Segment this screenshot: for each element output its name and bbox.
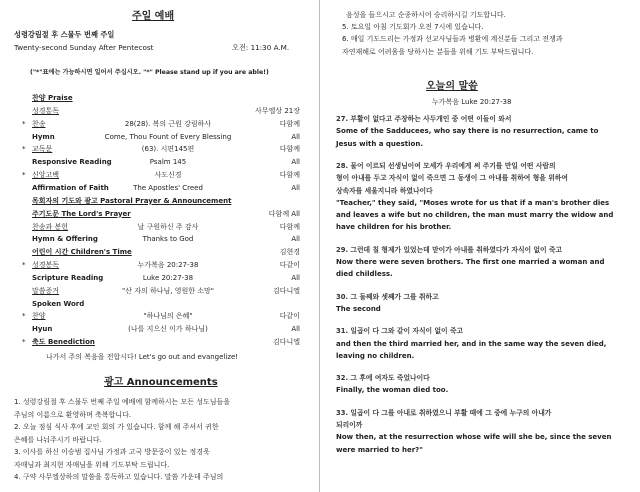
verse-english: Finally, the woman died too. [336, 386, 449, 395]
verse-english: and leaves a wife but no children, the man must marry the widow and [336, 211, 614, 220]
order-item-label: 찬송 [32, 119, 46, 128]
order-item-leader: All [291, 132, 300, 141]
verse-english: were married to her?" [336, 445, 423, 454]
order-item-label: Hyun [32, 325, 53, 334]
verse-korean: 30. 그 둘째와 셋째가 그를 취하고 [336, 292, 439, 301]
verse-english: Now then, at the resurrection whose wife will she be, since the seven [336, 433, 612, 442]
announcement-line: 4. 구약 사무엘상하의 말씀을 통독하고 있습니다. 말씀 가운데 주님의 [14, 473, 224, 481]
order-item-leader: 다같이 [279, 261, 300, 270]
order-star: * [22, 338, 26, 347]
order-star: * [22, 171, 26, 180]
order-item-label: 찬송과 봉헌 [32, 222, 69, 231]
worship-title: 주일 예배 [132, 11, 175, 22]
announcement-line: 3. 이사를 하신 이승범 집사님 가정과 고국 방문중이 있는 정경욱 [14, 448, 210, 456]
order-item-leader: 사무엘상 21장 [255, 106, 300, 115]
verse-korean: 28. 물어 이르되 선생님이여 모세가 우리에게 써 주기를 만일 어떤 사람의 [336, 161, 556, 170]
order-item-leader: All [291, 235, 300, 244]
announcement-line: 주님의 이름으로 환영하며 축복합니다. [14, 410, 132, 419]
order-item-detail: (63). 시편145편 [141, 145, 195, 154]
verse-korean: 27. 부활이 없다고 주장하는 사두개인 중 어떤 이들이 와서 [336, 115, 512, 123]
order-item-leader: All [291, 325, 300, 334]
order-item-detail: 28(28). 복의 근원 강림하사 [124, 119, 212, 128]
order-item-detail: 누가복음 20:27-38 [137, 261, 199, 270]
order-star: * [22, 145, 26, 154]
verse-korean: 형이 아내를 두고 자식이 없이 죽으면 그 동생이 그 아내를 취하여 형을 위하여 [336, 174, 568, 183]
scripture-reference: 누가복음 Luke 20:27-38 [432, 98, 512, 106]
order-item-leader: All [291, 273, 300, 282]
order-item-label: 찬양 Praise [32, 94, 73, 102]
verse-korean: 33. 일곱이 다 그를 아내로 취하였으니 부활 때에 그 중에 누구의 아내가 [336, 408, 552, 417]
verse-english: Some of the Sadducees, who say there is no resurrection, came to [336, 127, 599, 136]
verse-english: "Teacher," they said, "Moses wrote for us that if a man's brother dies [336, 198, 610, 207]
announcement-line: 은혜를 나눠주시기 바랍니다. [14, 435, 102, 444]
order-item-label: 말씀증거 [32, 286, 60, 295]
order-item-label: 교독문 [32, 145, 53, 154]
verse-korean: 되리이까 [336, 421, 363, 429]
service-time: 오전: 11:30 A.M. [232, 43, 290, 52]
order-item-label: 목회자의 기도와 광고 Pastoral Prayer & Announcement [32, 196, 232, 205]
order-item-label: Scripture Reading [32, 273, 104, 282]
verse-english: and then the third married her, and in the same way the seven died, [336, 339, 607, 348]
todays-word-title: 오늘의 말씀 [426, 81, 478, 92]
order-item-leader: 다함께 [279, 171, 300, 180]
order-item-leader: 다함께 [279, 222, 300, 231]
verse-korean: 32. 그 후에 여자도 죽었나이다 [336, 374, 430, 383]
order-item-label: 주기도문 The Lord's Prayer [32, 209, 131, 218]
order-item-label: 축도 Benediction [32, 338, 95, 347]
order-item-detail: 날 구원하신 주 감사 [137, 222, 199, 231]
order-item-leader: 김다니엘 [272, 286, 300, 295]
verse-english: Jesus with a question. [336, 139, 424, 148]
order-item-label: Affirmation of Faith [32, 183, 109, 192]
order-item-leader: 김현경 [279, 248, 300, 257]
closing-line: 나가서 주의 복음을 전합시다! Let's go out and evangelize! [46, 353, 239, 361]
standing-notice: ("*"표에는 가능하시면 일어서 주십시오. "*" Please stand up if you are able!) [30, 69, 269, 76]
order-item-detail: Psalm 145 [149, 158, 187, 167]
announcements-title: 광고 Announcements [104, 377, 218, 388]
verse-english: Now there were seven brothers. The first one married a woman and [336, 258, 605, 266]
announcement-line: 자매님과 최지현 자매님을 위해 기도부탁 드립니다. [14, 460, 170, 469]
column-divider [319, 0, 320, 492]
order-item-leader: 김다니엘 [272, 338, 300, 347]
order-item-leader: All [291, 158, 300, 167]
order-item-label: 신앙고백 [32, 171, 60, 180]
order-item-label: 성경통독 [32, 106, 60, 115]
order-item-label: Responsive Reading [32, 158, 112, 167]
announcement-line: 자연재해로 어려움을 당하시는 분들을 위해 기도 부탁드립니다. [342, 47, 534, 56]
verse-korean: 29. 그런데 칠 형제가 있었는데 맏이가 아내를 취하였다가 자식이 없이 죽고 [336, 245, 563, 254]
order-item-detail: The Apostles' Creed [133, 183, 203, 192]
subtitle-korean: 성령강림절 후 스물두 번째 주일 [14, 30, 115, 39]
verse-english: The second [336, 304, 381, 313]
order-item-detail: Come, Thou Fount of Every Blessing [104, 132, 232, 141]
announcement-line: 6. 매일 기도드리는 가정과 선교사님들과 병환에 계신분들 그리고 전쟁과 [342, 35, 563, 44]
announcement-line: 5. 토요일 아침 기도회가 오전 7시에 있습니다. [342, 23, 484, 32]
order-item-leader: 다함께 [279, 119, 300, 128]
order-item-label: Spoken Word [32, 299, 85, 308]
order-item-detail: "하나님의 은혜" [143, 312, 193, 321]
order-item-detail: Luke 20:27-38 [142, 273, 194, 282]
announcement-line: 2. 오늘 점심 식사 후에 교인 회의 가 있습니다. 함께 해 주셔서 귀한 [14, 423, 219, 431]
verse-english: leaving no children. [336, 351, 415, 360]
order-item-label: Hymn [32, 132, 55, 141]
order-item-label: 찬양 [32, 312, 46, 321]
order-item-detail: "산 자의 하나님, 영원한 소망" [122, 286, 214, 295]
announcement-line: 음성을 들으시고 순종하시어 승리하시길 기도합니다. [346, 11, 506, 19]
order-star: * [22, 119, 26, 128]
order-star: * [22, 261, 26, 270]
verse-korean: 31. 일곱이 다 그와 같이 자식이 없이 죽고 [336, 327, 464, 336]
order-item-detail: Thanks to God [142, 235, 194, 244]
verse-korean: 상속자를 세울지니라 하였나이다 [336, 186, 433, 195]
order-item-leader: 다함께 [279, 145, 300, 154]
verse-english: died childless. [336, 270, 393, 279]
announcement-line: 1. 성령강림절 후 스물두 번째 주일 예배에 함께하시는 모든 성도님들을 [14, 398, 231, 406]
subtitle-english: Twenty-second Sunday After Pentecost [14, 43, 154, 52]
order-item-leader: All [291, 183, 300, 192]
order-item-leader: 다함께 All [268, 209, 300, 218]
order-item-label: 성경봉독 [32, 261, 60, 270]
verse-english: have children for his brother. [336, 223, 452, 232]
order-item-detail: 사도신경 [154, 171, 182, 180]
order-item-label: 어린이 시간 Children's Time [32, 248, 132, 257]
right-column [322, 0, 640, 492]
order-item-label: Hymn & Offering [32, 235, 98, 244]
order-star: * [22, 312, 26, 321]
order-item-leader: 다같이 [279, 312, 300, 321]
order-item-detail: (나를 지으신 이가 하나님) [128, 325, 208, 334]
left-column [0, 0, 318, 492]
